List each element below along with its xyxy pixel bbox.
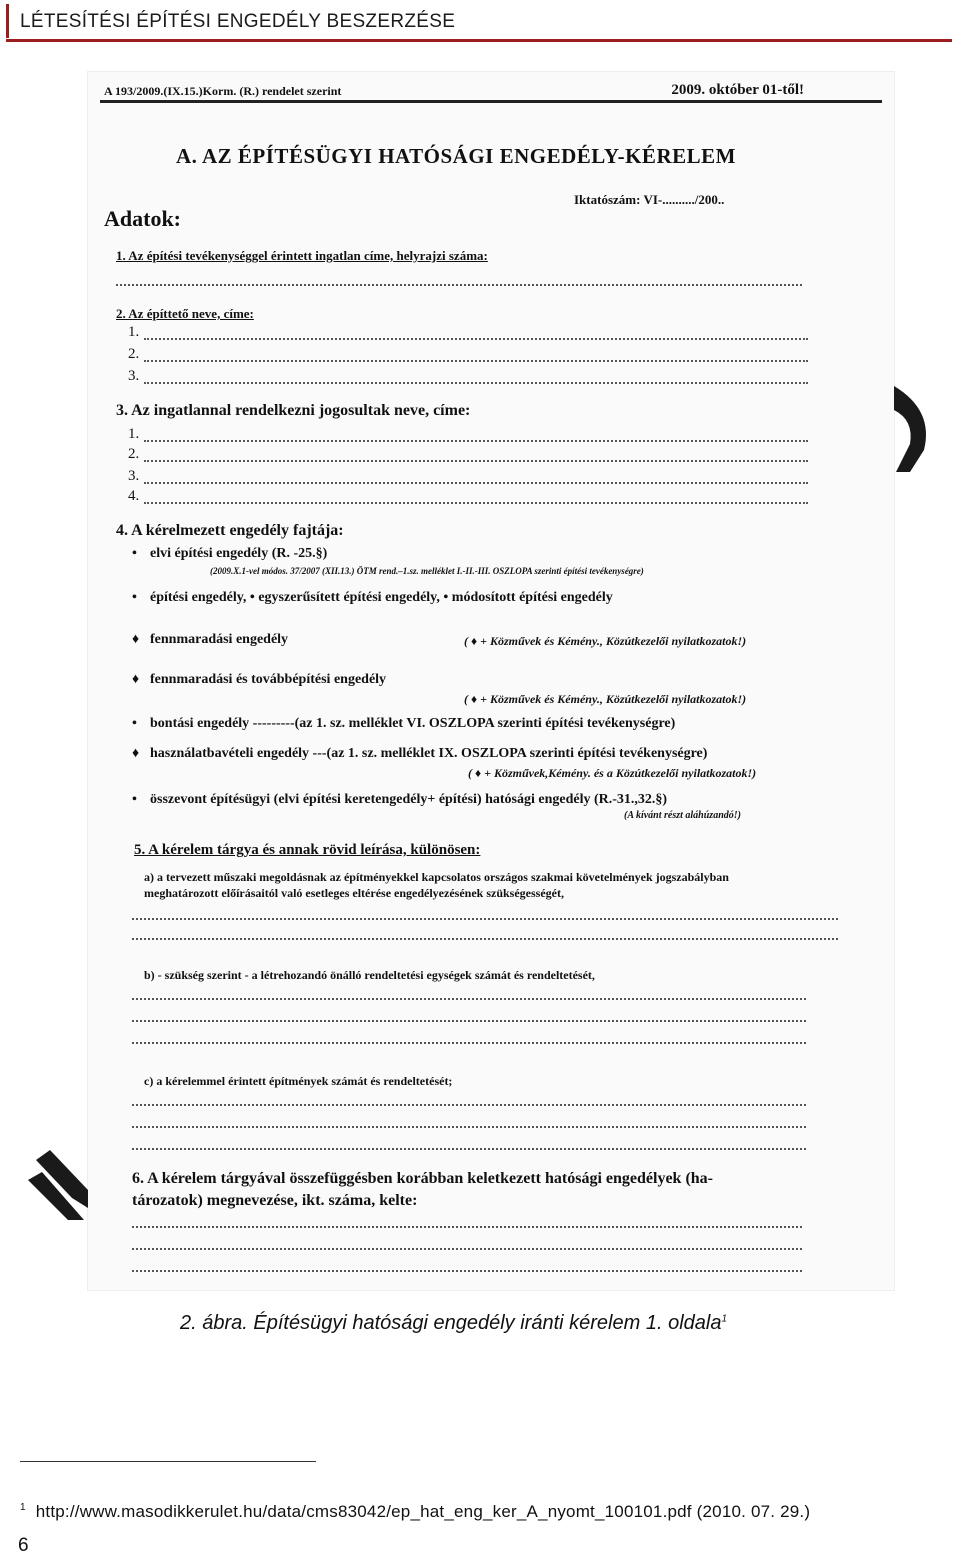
footnote-rule	[20, 1461, 316, 1462]
fill-line	[132, 1042, 806, 1044]
fill-line	[132, 1020, 806, 1022]
permit-type-hasznalatbaveteli: ♦ használatbavételi engedély ---(az 1. sz. melléklet IX. OSZLOPA szerinti építési tevékenységre)	[132, 746, 708, 761]
form-section-1: 1. Az építési tevékenységgel érintett ingatlan címe, helyrajzi száma:	[116, 248, 488, 263]
permit-type-osszevont: • összevont építésügyi (elvi építési keretengedély+ építési) hatósági engedély (R.-31.,32.§)	[132, 792, 668, 807]
scanned-form-image	[88, 72, 894, 1290]
watermark-fragment	[28, 1150, 88, 1220]
permit-type-note: ( ♦ + Közművek és Kémény., Közútkezelői nyilatkozatok!)	[464, 634, 747, 648]
permit-type-bontasi: • bontási engedély ---------(az 1. sz. melléklet VI. OSZLOPA szerinti építési tevékenységre)	[132, 716, 676, 731]
header-accent-bar	[6, 4, 9, 38]
form-section-2: 2. Az építtető neve, címe:	[116, 306, 254, 321]
fill-line	[132, 918, 838, 920]
fill-line	[132, 1148, 806, 1150]
permit-type-fenntovabb: ♦ fennmaradási és továbbépítési engedély	[132, 672, 387, 687]
form-registry-number: Iktatószám: VI-........../200..	[574, 192, 725, 207]
footnote-link[interactable]: http://www.masodikkerulet.hu/data/cms83042/ep_hat_eng_ker_A_nyomt_100101.pdf (2010. 07. 29.)	[35, 1502, 811, 1521]
fill-line	[144, 440, 808, 442]
form-valid-from: 2009. október 01-től!	[671, 82, 804, 98]
fill-line	[116, 284, 802, 286]
form-section-5: 5. A kérelem tárgya és annak rövid leírása, különösen:	[134, 842, 481, 858]
footnote-mark: 1	[20, 1502, 26, 1513]
row-number: 2.	[128, 446, 140, 462]
header-rule	[6, 39, 952, 42]
running-header	[0, 0, 960, 42]
fill-line	[132, 1104, 806, 1106]
section-5-b: b) - szükség szerint - a létrehozandó önálló rendeltetési egységek számát és rendeltetését,	[144, 968, 595, 982]
permit-type-note: ( ♦ + Közművek,Kémény. és a Közútkezelői nyilatkozatok!)	[468, 766, 757, 780]
permit-type-note: ( ♦ + Közművek és Kémény., Közútkezelői nyilatkozatok!)	[464, 692, 747, 706]
section-5-a: a) a tervezett műszaki megoldásnak az építményekkel kapcsolatos országos szakmai követelmények jogszabályban	[144, 870, 729, 884]
permit-type-fennmaradasi: ♦ fennmaradási engedély	[132, 632, 289, 647]
permit-type-note: (A kívánt részt aláhúzandó!)	[624, 810, 741, 821]
fill-line	[144, 502, 808, 504]
section-5-a-cont: meghatározott előírásaitól való esetleges eltérése engedélyezésének szükségességét,	[144, 886, 564, 900]
row-number: 2.	[128, 346, 140, 362]
fill-line	[132, 1226, 802, 1228]
fill-line	[132, 938, 838, 940]
form-section-6: 6. A kérelem tárgyával összefüggésben korábban keletkezett hatósági engedélyek (ha-	[132, 1170, 713, 1187]
form-section-6-cont: tározatok) megnevezése, ikt. száma, kelte:	[132, 1192, 418, 1209]
page-number: 6	[18, 1535, 29, 1556]
fill-line	[144, 460, 808, 462]
permit-type-note: (2009.X.1-vel módos. 37/2007 (XII.13.) ÖTM rend.–1.sz. melléklet I.-II.-III. OSZLOPA szerinti építési tevékenységre)	[210, 566, 644, 576]
form-title: A. AZ ÉPÍTÉSÜGYI HATÓSÁGI ENGEDÉLY-KÉRELEM	[176, 144, 736, 168]
watermark-fragment	[894, 380, 938, 476]
footnote	[20, 1502, 810, 1522]
form-section-3: 3. Az ingatlannal rendelkezni jogosultak neve, címe:	[116, 402, 471, 419]
form-top-rule	[100, 100, 882, 103]
row-number: 1.	[128, 324, 140, 340]
form-regulation-note: A 193/2009.(IX.15.)Korm. (R.) rendelet szerint	[104, 84, 342, 98]
form-data-heading: Adatok:	[104, 206, 182, 231]
fill-line	[132, 1126, 806, 1128]
fill-line	[132, 998, 806, 1000]
header-title: LÉTESÍTÉSI ÉPÍTÉSI ENGEDÉLY BESZERZÉSE	[20, 11, 456, 32]
row-number: 3.	[128, 368, 140, 384]
fill-line	[132, 1248, 802, 1250]
fill-line	[144, 360, 808, 362]
section-5-c: c) a kérelemmel érintett építmények számát és rendeltetését;	[144, 1074, 453, 1088]
fill-line	[144, 382, 808, 384]
row-number: 1.	[128, 426, 140, 442]
permit-type-epitesi: • építési engedély, • egyszerűsített építési engedély, • módosított építési engedély	[132, 590, 613, 605]
form-section-4: 4. A kérelmezett engedély fajtája:	[116, 522, 344, 539]
fill-line	[144, 338, 808, 340]
row-number: 3.	[128, 468, 140, 484]
row-number: 4.	[128, 488, 140, 504]
figure-caption: 2. ábra. Építésügyi hatósági engedély iránti kérelem 1. oldala$^1$	[180, 1312, 728, 1334]
fill-line	[144, 482, 808, 484]
permit-type-elvi: • elvi építési engedély (R. -25.§)	[132, 546, 328, 561]
fill-line	[132, 1270, 802, 1272]
